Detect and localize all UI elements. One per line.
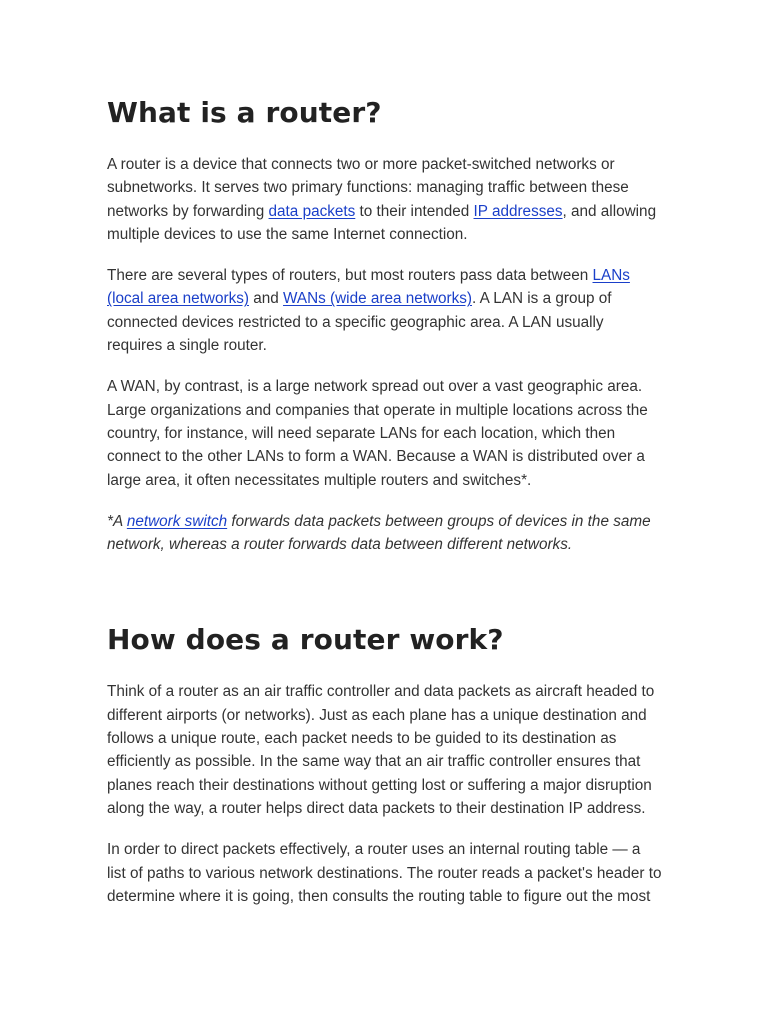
link-wans[interactable]: WANs (wide area networks) <box>283 290 473 308</box>
paragraph-wan: A WAN, by contrast, is a large network spread out over a vast geographic area. Large organizations and companies that operate in multiple locations across the country, for instance, will need separate LANs for each location, which then connect to the other LANs to form a WAN. Because a WAN is distributed over a large area, it often necessitates multiple routers and switches*. <box>107 378 648 489</box>
text: . A LAN is a group of connected devices restricted to a specific geographic area. A LAN usually requires a single router. <box>107 290 612 355</box>
paragraph-air-traffic: Think of a router as an air traffic controller and data packets as aircraft headed to different airports (or networks). Just as each plane has a unique destination and follows a unique route, each packet needs to be guided to its destination as efficiently as possible. In the same way that an air traffic controller ensures that planes reach their destinations without getting lost or suffering a major disruption along the way, a router helps direct data packets to their destination IP address. <box>107 683 655 817</box>
text: , and allowing multiple devices to use the same Internet connection. <box>107 202 657 243</box>
article <box>107 92 663 908</box>
text: and <box>248 290 284 308</box>
heading-how-does-a-router-work: How does a router work? <box>107 623 504 657</box>
text: *A <box>107 512 127 530</box>
text: to their intended <box>355 202 474 220</box>
paragraph-switch-note <box>107 510 663 557</box>
paragraph-router-types <box>107 264 663 357</box>
paragraph-routing-table: In order to direct packets effectively, a router uses an internal routing table — a list of paths to various network destinations. The router reads a packet's header to determine where it is going, then consults the routing table to figure out the most <box>107 841 662 905</box>
link-data-packets[interactable]: data packets <box>268 202 356 220</box>
link-network-switch[interactable]: network switch <box>126 512 228 530</box>
text: A router is a device that connects two or more packet-switched networks or subnetworks. It serves two primary functions: managing traffic between these networks by forwarding <box>107 156 629 220</box>
link-ip-addresses[interactable]: IP addresses <box>473 202 563 220</box>
link-lans[interactable]: LANs (local area networks) <box>107 267 630 308</box>
text: forwards data packets between groups of devices in the same network, whereas a router forwards data between different networks. <box>107 512 651 554</box>
paragraph-router-definition <box>107 153 663 246</box>
text: There are several types of routers, but most routers pass data between <box>107 267 593 285</box>
heading-what-is-a-router: What is a router? <box>107 96 382 129</box>
